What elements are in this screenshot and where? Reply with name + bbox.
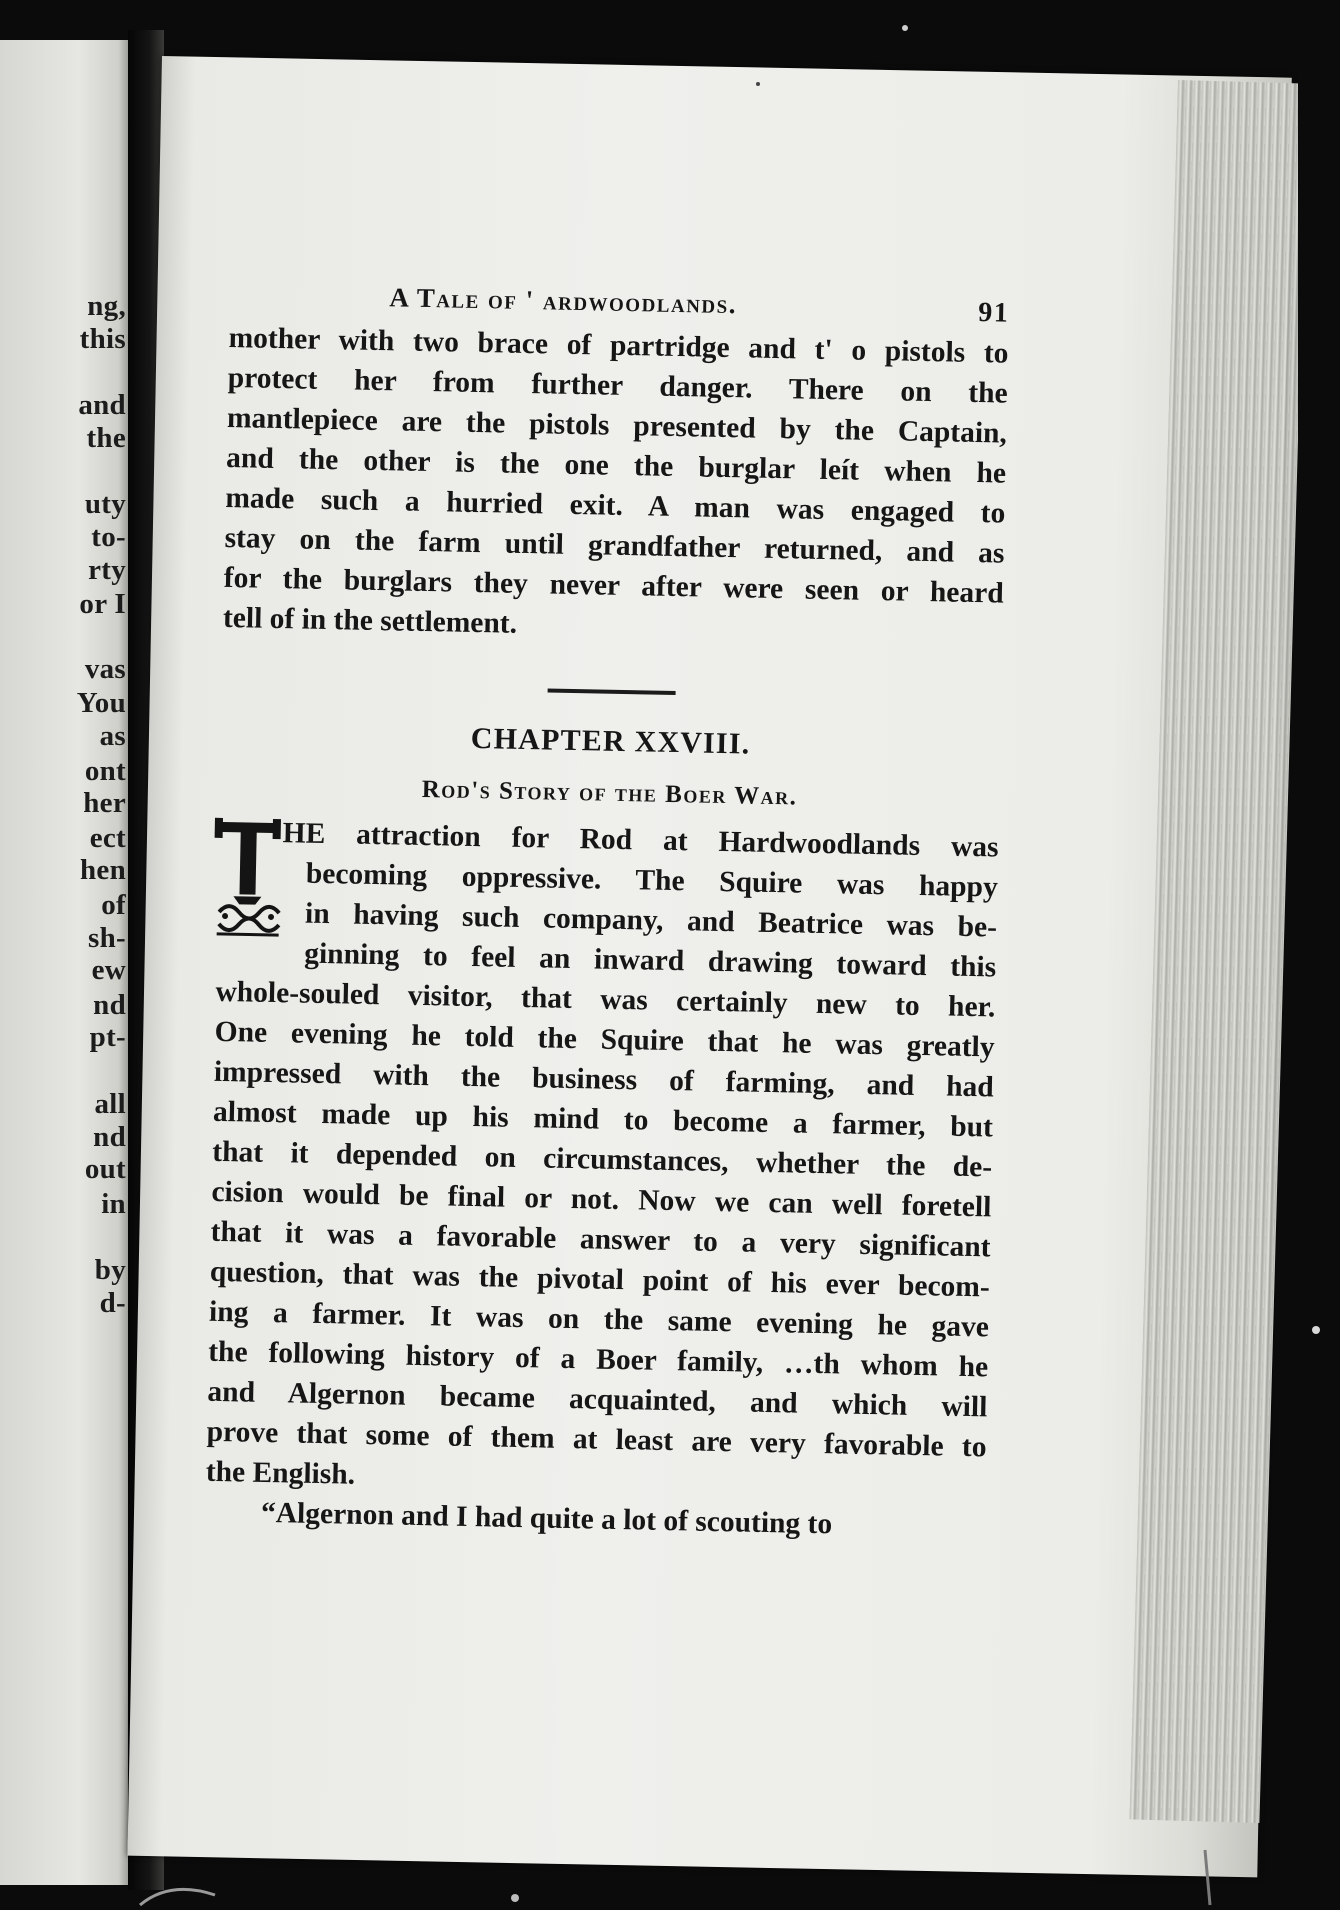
text-line: impressed with the business of farming, and had [213,1055,995,1104]
left-page-text-fragment: ew [91,954,126,987]
left-page-text-fragment: as [99,720,126,752]
text-line: mother with two brace of partridge and t' o pistols to [228,321,1009,370]
text-line: that it depended on circumstances, whether the de- [211,1135,993,1184]
text-line: ing a farmer. It was on the same evening he gave [208,1295,990,1344]
left-page-text-fragment: pt- [89,1021,126,1054]
left-page-text-fragment: her [83,787,126,820]
text-line: stay on the farm until grandfather returned, and as [224,521,1005,570]
text-line: “Algernon and I had quite a lot of scouting to [260,1496,833,1541]
running-head-title: A Tale of ' ardwoodlands. [389,282,738,320]
left-page-text-fragment: by [94,1254,126,1287]
left-page-text-fragment: of [101,889,126,921]
page-number: 91 [977,297,1010,329]
left-page-text-fragment: hen [79,854,126,887]
text-line: protect her from further danger. There on the [227,361,1008,410]
left-page-text-fragment: uty [84,488,126,521]
left-page-text-fragment: ont [84,754,126,787]
text-line: cision would be final or not. Now we can well foretell [211,1175,992,1224]
text-line: ginning to feel an inward drawing toward this [303,937,997,984]
left-page-text-fragment: and [78,389,126,422]
text-line: mantlepiece are the pistols presented by the Captain, [226,401,1008,450]
left-page-text-fragment: nd [93,988,126,1021]
text-line: the following history of a Boer family, …th whom he [207,1335,989,1384]
text-line: whole-souled visitor, that was certainly new to her. [215,975,996,1024]
left-page-text-fragment: ng, [87,290,126,322]
left-page-text-fragment: You [76,687,126,720]
left-page-text-fragment: this [79,322,126,355]
text-line: and Algernon became acquainted, and which will [207,1375,988,1424]
section-divider-rule [548,688,676,695]
left-page-text-fragment: nd [93,1120,126,1153]
text-line: almost made up his mind to become a farmer, but [212,1095,994,1144]
chapter-opening-paragraph [205,812,998,1508]
text-line: HE attraction for Rod at Hardwoodlands was [282,817,999,864]
left-page-text-fragment: rty [88,553,126,586]
text-line: prove that some of them at least are very favorable to [206,1415,987,1464]
text-line: question, that was the pivotal point of his ever becom- [209,1255,991,1304]
left-page-text-fragment: the [86,421,126,454]
page-text-block [205,270,1010,1547]
left-page-text-fragment: out [84,1153,126,1186]
chapter-heading: CHAPTER XXVIII. [470,721,751,761]
left-page-text-fragment: in [101,1187,126,1220]
text-line: and the other is the one the burglar leít when he [225,441,1007,490]
left-page-text-fragment: ect [89,821,126,854]
left-page-text-fragment: all [94,1088,126,1120]
text-line: made such a hurried exit. A man was engaged to [225,481,1006,530]
text-line: in having such company, and Beatrice was be- [304,897,998,944]
top-paragraph [223,318,1009,654]
text-line: becoming oppressive. The Squire was happy [305,857,999,904]
left-page-text-fragment: sh- [88,921,126,954]
left-page-text-fragment: d- [99,1287,126,1319]
text-line: One evening he told the Squire that he was greatly [214,1015,995,1064]
left-page-text-fragment: vas [84,652,126,685]
text-line: for the burglars they never after were seen or heard [223,561,1004,610]
chapter-subtitle: Rod's Story of the Boer War. [421,775,798,811]
text-line: tell of in the settlement. [222,601,518,640]
left-page-text-fragment: or I [79,588,126,621]
text-line: that it was a favorable answer to a very significant [210,1215,991,1264]
left-page-text-fragment: to- [91,521,126,553]
text-line: the English. [205,1455,356,1491]
ornamental-letter-T-icon [211,816,287,941]
